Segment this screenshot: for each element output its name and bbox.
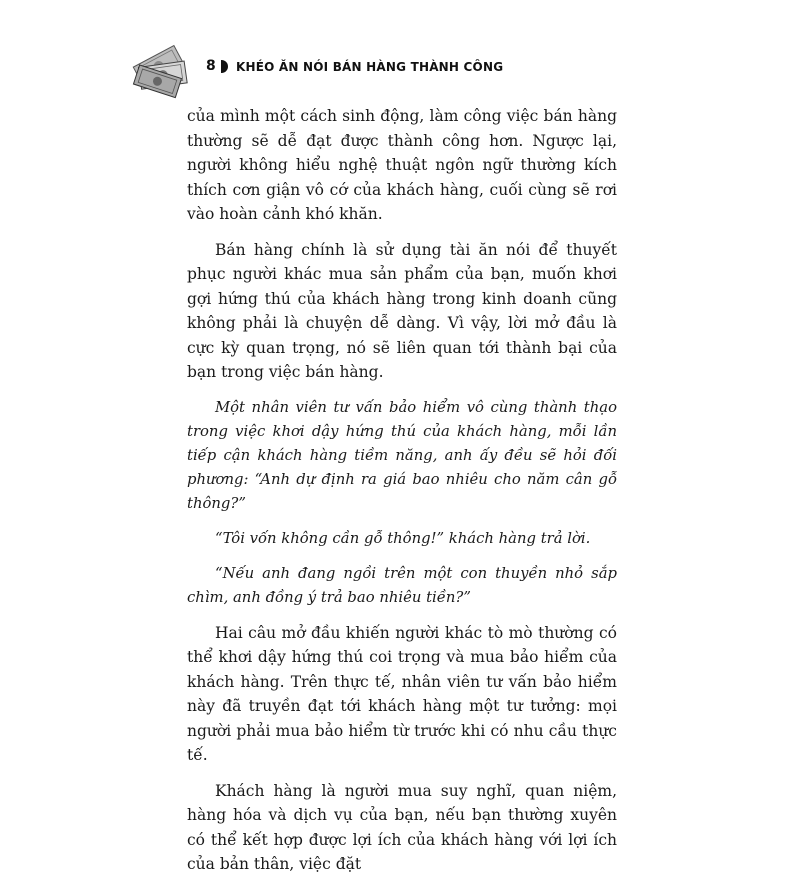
body-text (187, 104, 617, 888)
running-title: KHÉO ĂN NÓI BÁN HÀNG THÀNH CÔNG (236, 60, 504, 74)
paragraph: Khách hàng là người mua suy nghĩ, quan niệm, hàng hóa và dịch vụ của bạn, nếu bạn thường xuyên có thể kết hợp được lợi ích của khách hàng với lợi ích của bản thân, việc đặt (187, 781, 617, 873)
half-circle-separator-icon (221, 60, 228, 73)
paragraph: Bán hàng chính là sử dụng tài ăn nói để thuyết phục người khác mua sản phẩm của bạn, muốn khơi gợi hứng thú của khách hàng trong kinh doanh cũng không phải là chuyện dễ dàng. Vì vậy, lời mở đầu là cực kỳ quan trọng, nó sẽ liên quan tới thành bại của bạn trong việc bán hàng. (187, 240, 617, 381)
paragraph: của mình một cách sinh động, làm công việc bán hàng thường sẽ dễ đạt được thành công hơn. Ngược lại, người không hiểu nghệ thuật ngôn ngữ thường kích thích cơn giận vô cớ của khách hàng, cuối cùng sẽ rơi vào hoàn cảnh khó khăn. (187, 107, 617, 223)
italic-paragraph: “Nếu anh đang ngồi trên một con thuyền nhỏ sắp chìm, anh đồng ý trả bao nhiêu tiền?” (187, 564, 617, 606)
money-stack-icon (130, 40, 194, 100)
italic-paragraph: “Tôi vốn không cần gỗ thông!” khách hàng trả lời. (215, 529, 591, 547)
paragraph: Hai câu mở đầu khiến người khác tò mò thường có thể khơi dậy hứng thú coi trọng và mua bảo hiểm của khách hàng. Trên thực tế, nhân viên tư vấn bảo hiểm này đã truyền đạt tới khách hàng một tư tưởng: mọi người phải mua bảo hiểm từ trước khi có nhu cầu thực tế. (187, 623, 617, 764)
page-number: 8 (206, 58, 216, 74)
italic-paragraph: Một nhân viên tư vấn bảo hiểm vô cùng thành thạo trong việc khơi dậy hứng thú của khách hàng, mỗi lần tiếp cận khách hàng tiềm năng, anh ấy đều sẽ hỏi đối phương: “Anh dự định ra giá bao nhiêu cho năm cân gỗ thông?” (187, 398, 617, 512)
page-header (130, 40, 650, 100)
